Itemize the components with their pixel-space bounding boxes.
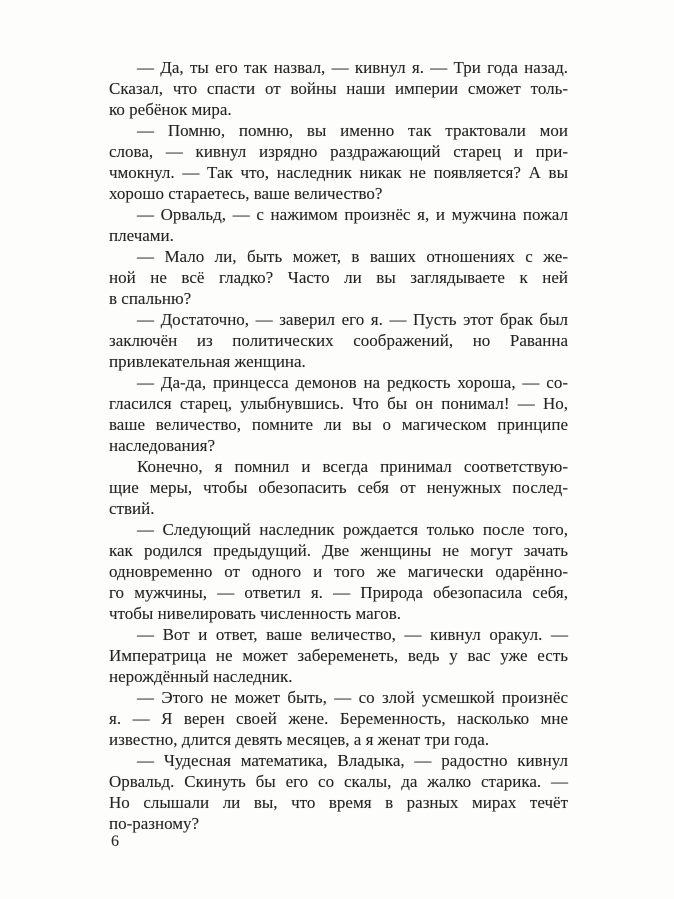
text-line: Но слышали ли вы, что время в разных мирах течёт: [109, 793, 568, 812]
text-line: щие меры, чтобы обезопасить себя от ненужных послед-: [109, 478, 568, 497]
paragraph: [109, 309, 568, 372]
text-line: — Да-да, принцесса демонов на редкость хороша, — со-: [137, 373, 568, 392]
paragraph: [109, 750, 568, 834]
text-line: — Мало ли, быть может, в ваших отношениях с же-: [137, 247, 568, 266]
text-line: плечами.: [109, 226, 174, 245]
paragraph: [109, 624, 568, 687]
text-line: в спальню?: [109, 289, 192, 308]
text-line: известно, длится девять месяцев, а я женат три года.: [109, 730, 490, 749]
text-line: го мужчины, — ответил я. — Природа обезопасила себя,: [109, 583, 568, 602]
page-number: 6: [111, 833, 119, 850]
text-line: Орвальд. Скинуть бы его со скалы, да жалко старика. —: [109, 772, 568, 791]
text-line: — Этого не может быть, — со злой усмешкой произнёс: [137, 688, 568, 707]
paragraph: [109, 246, 568, 309]
text-line: по-разному?: [109, 814, 200, 833]
text-line: гласился старец, улыбнувшись. Что бы он понимал! — Но,: [109, 394, 568, 413]
paragraph: [109, 204, 568, 246]
text-line: Императрица не может забеременеть, ведь у вас уже есть: [109, 646, 568, 665]
text-line: — Помню, помню, вы именно так трактовали мои: [137, 121, 568, 140]
text-line: — Орвальд, — с нажимом произнёс я, и мужчина пожал: [137, 205, 568, 224]
text-line: чтобы нивелировать численность магов.: [109, 604, 401, 623]
text-line: нерождённый наследник.: [109, 667, 293, 686]
text-line: чмокнул. — Так что, наследник никак не появляется? А вы: [109, 163, 568, 182]
paragraph: [109, 372, 568, 456]
text-line: я. — Я верен своей жене. Беременность, насколько мне: [109, 709, 568, 728]
paragraph: [109, 519, 568, 624]
paragraph: [109, 456, 568, 519]
text-line: Сказал, что спасти от войны наши империи сможет толь-: [109, 79, 568, 98]
text-line: — Чудесная математика, Владыка, — радостно кивнул: [137, 751, 568, 770]
text-line: ко ребёнок мира.: [109, 100, 232, 119]
text-line: заключён из политических соображений, но Раванна: [109, 331, 568, 350]
text-line: наследования?: [109, 436, 216, 455]
text-line: слова, — кивнул изрядно раздражающий старец и при-: [109, 142, 568, 161]
page-text: [109, 57, 568, 834]
text-line: как родился предыдущий. Две женщины не могут зачать: [109, 541, 568, 560]
text-line: — Да, ты его так назвал, — кивнул я. — Три года назад.: [137, 58, 568, 77]
text-line: одновременно от одного и того же магически одарённо-: [109, 562, 568, 581]
text-line: хорошо стараетесь, ваше величество?: [109, 184, 383, 203]
text-line: ствий.: [109, 499, 155, 518]
text-line: ваше величество, помните ли вы о магическом принципе: [109, 415, 568, 434]
text-line: — Достаточно, — заверил его я. — Пусть этот брак был: [137, 310, 568, 329]
paragraph: [109, 687, 568, 750]
paragraph: [109, 120, 568, 204]
text-line: Конечно, я помнил и всегда принимал соответствую-: [137, 457, 568, 476]
text-line: — Следующий наследник рождается только после того,: [137, 520, 568, 539]
text-line: привлекательная женщина.: [109, 352, 306, 371]
paragraph: [109, 57, 568, 120]
text-line: — Вот и ответ, ваше величество, — кивнул оракул. —: [137, 625, 568, 644]
text-line: ной не всё гладко? Часто ли вы заглядываете к ней: [109, 268, 568, 287]
